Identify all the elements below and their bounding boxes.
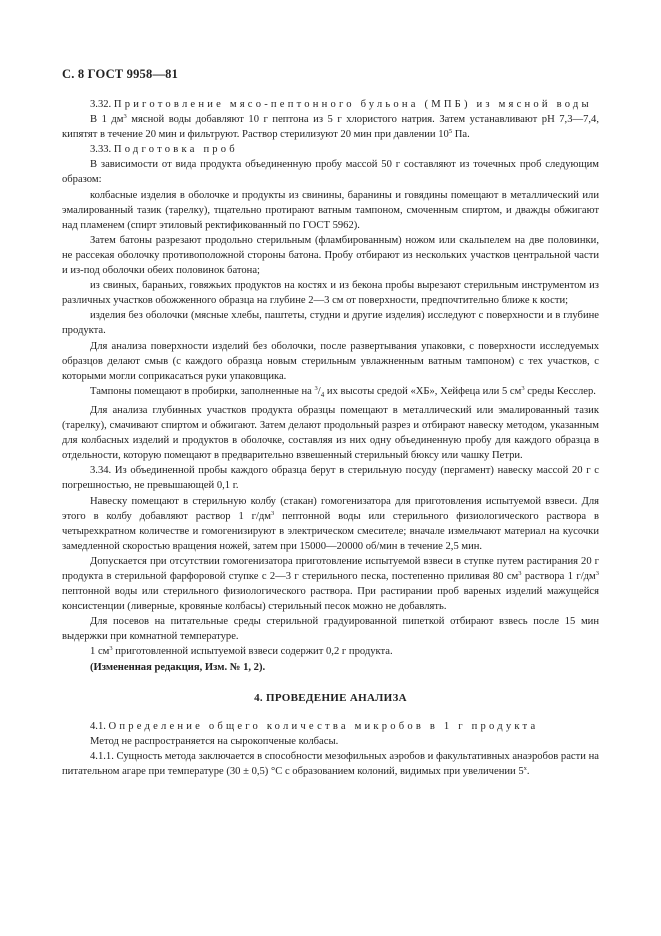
paragraph-4-1	[62, 719, 599, 734]
paragraph-mortar: Допускается при отсутствии гомогенизатора приготовление испытуемой взвеси в ступке путем растирания 20 г продукта в стерильной фарфоровой ступке с 2—3 г стерильного песка, постепенно приливая 80 $см^3$ раствора 1 $г/дм^3$ пептонной воды или стерильного физиологического раствора. При растирании проб вареных изделий мажущейся консистенции (ливерные, кровяные колбасы) стерильный песок можно не добавлять.	[62, 555, 599, 613]
paragraph: изделия без оболочки (мясные хлебы, паштеты, студни и другие изделия) исследуют с поверхности и в глубине продукта.	[62, 310, 599, 337]
document-body	[62, 97, 599, 779]
paragraph-4-1-1: 4.1.1. Сущность метода заключается в способности мезофильных аэробов и факультативных анаэробов расти на питательном агаре при температуре (30 ± 0,5) °С с образованием колоний, видимых при увеличении 5$^x$.	[62, 750, 599, 778]
paragraph: В зависимости от вида продукта объединенную пробу массой 50 г составляют из точечных проб следующим образом:	[62, 159, 599, 186]
paragraph-3-33	[62, 142, 599, 157]
paragraph-3-32	[62, 97, 599, 112]
section-heading: 4. ПРОВЕДЕНИЕ АНАЛИЗА	[254, 691, 407, 704]
paragraph: колбасные изделия в оболочке и продукты из свинины, баранины и говядины помещают в металлический или эмалированный тазик (тарелку), тщательно протирают ватным тампоном, смоченным спиртом, и дважды обжигают над пламенем (спирт этиловый ректификованный по ГОСТ 5962).	[62, 189, 599, 231]
paragraph-homogenizer: Навеску помещают в стерильную колбу (стакан) гомогенизатора для приготовления испытуемой взвеси. Для этого в колбу добавляют раствор 1 $г/дм^3$ пептонной воды или стерильного физиологического раствора в четырехкратном количестве и гомогенизируют в электрическом смесителе; вначале измельчают материал на кусочки замедленной скоростью вращения ножей, затем при 15000—20000 об/мин в течение 2,5 мин.	[62, 495, 599, 552]
paragraph: Для анализа поверхности изделий без оболочки, после развертывания упаковки, с поверхности исследуемых образцов делают смыв (с каждого образца новым стерильным увлажненным ватным тампоном) с тех участков, с которыми могли соприкасаться руки упаковщика.	[62, 340, 599, 382]
paragraph-3-34: 3.34. Из объединенной пробы каждого образца берут в стерильную посуду (пергамент) навеску массой 20 г с погрешностью, не превышающей 0,1 г.	[62, 465, 599, 492]
paragraph-swabs: Тампоны помещают в пробирки, заполненные на $^3/_4$ их высоты средой «ХБ», Хейфеца или 5 $см^3$ среды Кесслер.	[90, 384, 596, 399]
paragraph: Затем батоны разрезают продольно стерильным (фламбированным) ножом или скальпелем на две половинки, не рассекая оболочку противоположной стороны батона. Пробу отбирают из нескольких участков центральной части и из-под оболочки обеих половинок батона;	[62, 234, 599, 277]
clause-number: 4.1.	[90, 720, 109, 732]
paragraph-broth-preparation: В 1 $дм^3$ мясной воды добавляют 10 г пептона из 5 г хлористого натрия. Затем устанавливают pH 7,3—7,4, кипятят в течение 20 мин и фильтруют. Раствор стерилизуют 20 мин при давлении $10^5$ Па.	[62, 113, 599, 141]
amendment-note: (Измененная редакция, Изм. № 1, 2).	[90, 661, 266, 673]
clause-number: 3.33.	[90, 144, 114, 156]
clause-heading: Подготовка проб	[113, 144, 238, 156]
paragraph: Для анализа глубинных участков продукта образцы помещают в металлический или эмалированный тазик (тарелку), смачивают спиртом и обжигают. Затем делают продольный разрез и отбирают навеску методом, указанным для колбасных изделий и продуктов в оболочке, составляя из них одну объединенную пробу для каждого образца в отдельности, которую помещают в предварительно взвешенный стерильный бюксу или чашку Петри.	[62, 404, 599, 462]
page-header: С. 8 ГОСТ 9958—81	[62, 67, 179, 81]
clause-heading: Определение общего количества микробов в 1 г продукта	[108, 720, 539, 732]
paragraph: Для посевов на питательные среды стерильной градуированной пипеткой отбирают взвесь после 15 мин выдержки при комнатной температуре.	[62, 616, 599, 643]
paragraph-suspension: 1 $см^3$ приготовленной испытуемой взвеси содержит 0,2 г продукта.	[90, 645, 393, 658]
clause-heading: Приготовление мясо-пептонного бульона (МПБ) из мясной воды	[113, 99, 592, 110]
paragraph: из свиных, бараньих, говяжьих продуктов на костях и из бекона пробы вырезают стерильным инструментом из различных участков обожженного образца на глубине 2—3 см от поверхности, предпочтительно ближе к кости;	[62, 280, 599, 307]
clause-number: 3.32.	[90, 99, 114, 110]
paragraph: Метод не распространяется на сырокопченые колбасы.	[90, 735, 339, 747]
